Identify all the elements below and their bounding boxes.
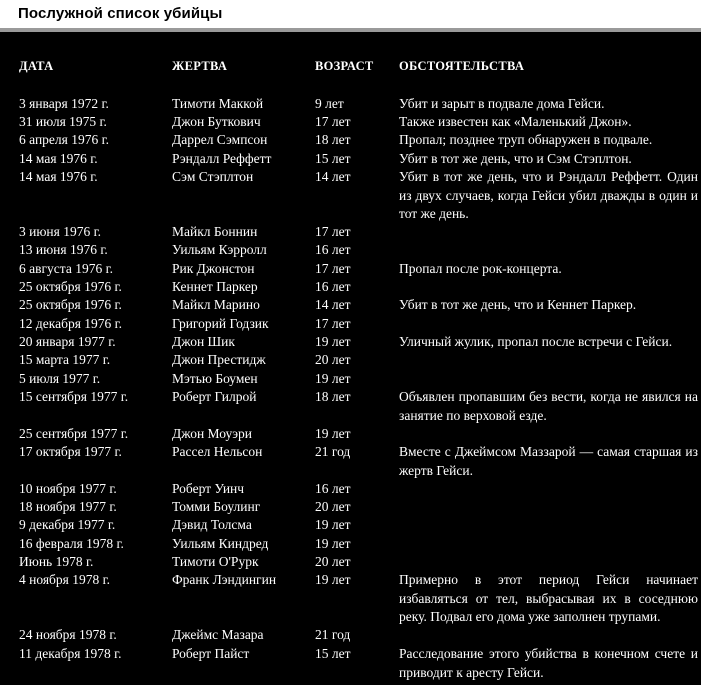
header-circumstances: ОБСТОЯТЕЛЬСТВА [399, 59, 525, 73]
title-bar [0, 0, 701, 28]
title-divider [0, 28, 701, 32]
row-date: 16 февраля 1978 г. [19, 536, 124, 551]
row-date: 6 апреля 1976 г. [19, 132, 109, 147]
row-age: 19 лет [315, 572, 351, 587]
row-victim: Рик Джонстон [172, 261, 255, 276]
row-victim: Уильям Кэрролл [172, 242, 267, 257]
row-victim: Джон Шик [172, 334, 235, 349]
row-age: 17 лет [315, 224, 351, 239]
row-circumstances: Расследование этого убийства в конечном счете и приводит к аресту Гейси. [399, 646, 698, 680]
row-victim: Тимоти Маккой [172, 96, 264, 111]
row-age: 20 лет [315, 352, 351, 367]
row-victim: Роберт Пайст [172, 646, 250, 661]
row-age: 20 лет [315, 499, 351, 514]
row-age: 19 лет [315, 536, 351, 551]
row-age: 15 лет [315, 151, 351, 166]
row-date: 18 ноября 1977 г. [19, 499, 117, 514]
row-age: 15 лет [315, 646, 351, 661]
row-date: 5 июля 1977 г. [19, 371, 101, 386]
row-date: 14 мая 1976 г. [19, 169, 98, 184]
row-date: Июнь 1978 г. [19, 554, 94, 569]
row-age: 21 год [315, 627, 351, 642]
row-age: 16 лет [315, 279, 351, 294]
row-victim: Джеймс Мазара [172, 627, 264, 642]
row-age: 14 лет [315, 169, 351, 184]
row-age: 19 лет [315, 426, 351, 441]
row-circumstances: Пропал после рок-концерта. [399, 261, 562, 276]
row-victim: Рассел Нельсон [172, 444, 263, 459]
row-date: 25 октября 1976 г. [19, 297, 122, 312]
row-age: 17 лет [315, 114, 351, 129]
row-age: 19 лет [315, 371, 351, 386]
row-victim: Майкл Боннин [172, 224, 258, 239]
row-victim: Джон Буткович [172, 114, 261, 129]
row-circumstances: Пропал; позднее труп обнаружен в подвале. [399, 132, 653, 147]
row-date: 9 декабря 1977 г. [19, 517, 116, 532]
row-circumstances: Убит в тот же день, что и Сэм Стэплтон. [399, 151, 632, 166]
row-age: 16 лет [315, 242, 351, 257]
row-circumstances: Объявлен пропавшим без вести, когда не явился на занятие по верховой езде. [399, 389, 698, 423]
row-circumstances: Также известен как «Маленький Джон». [399, 114, 632, 129]
row-victim: Майкл Марино [172, 297, 260, 312]
row-victim: Сэм Стэплтон [172, 169, 254, 184]
row-age: 19 лет [315, 334, 351, 349]
row-date: 31 июля 1975 г. [19, 114, 107, 129]
row-age: 14 лет [315, 297, 351, 312]
row-date: 6 августа 1976 г. [19, 261, 113, 276]
row-victim: Мэтью Боумен [172, 371, 258, 386]
row-circumstances: Вместе с Джеймсом Маззарой — самая старшая из жертв Гейси. [399, 444, 698, 478]
row-date: 14 мая 1976 г. [19, 151, 98, 166]
row-age: 17 лет [315, 316, 351, 331]
row-victim: Рэндалл Реффетт [172, 151, 272, 166]
row-age: 18 лет [315, 132, 351, 147]
row-age: 9 лет [315, 96, 344, 111]
row-age: 20 лет [315, 554, 351, 569]
row-date: 4 ноября 1978 г. [19, 572, 111, 587]
row-circumstances: Уличный жулик, пропал после встречи с Гейси. [399, 334, 673, 349]
row-age: 21 год [315, 444, 351, 459]
row-victim: Даррел Сэмпсон [172, 132, 268, 147]
row-victim: Григорий Годзик [172, 316, 269, 331]
row-date: 17 октября 1977 г. [19, 444, 122, 459]
row-date: 13 июня 1976 г. [19, 242, 108, 257]
row-date: 11 декабря 1978 г. [19, 646, 122, 661]
row-date: 20 января 1977 г. [19, 334, 116, 349]
row-date: 3 января 1972 г. [19, 96, 109, 111]
row-circumstances: Убит в тот же день, что и Рэндалл Реффетт. Один из двух случаев, когда Гейси убил дважды в один и тот же день. [399, 169, 698, 221]
row-victim: Джон Престидж [172, 352, 266, 367]
row-age: 16 лет [315, 481, 351, 496]
row-victim: Джон Моуэри [172, 426, 252, 441]
row-circumstances: Убит и зарыт в подвале дома Гейси. [399, 96, 605, 111]
page-title: Послужной список убийцы [18, 5, 223, 22]
row-victim: Уильям Киндред [172, 536, 269, 551]
header-age: ВОЗРАСТ [315, 59, 374, 73]
table-header [0, 59, 701, 77]
row-victim: Роберт Гилрой [172, 389, 257, 404]
row-victim: Дэвид Толсма [172, 517, 252, 532]
row-date: 15 сентября 1977 г. [19, 389, 129, 404]
row-date: 25 октября 1976 г. [19, 279, 122, 294]
header-victim: ЖЕРТВА [172, 59, 228, 73]
row-victim: Роберт Уинч [172, 481, 245, 496]
row-victim: Томми Боулинг [172, 499, 261, 514]
row-date: 12 декабря 1976 г. [19, 316, 123, 331]
row-circumstances: Убит в тот же день, что и Кеннет Паркер. [399, 297, 637, 312]
header-date: ДАТА [19, 59, 54, 73]
row-age: 18 лет [315, 389, 351, 404]
row-date: 25 сентября 1977 г. [19, 426, 129, 441]
row-date: 15 марта 1977 г. [19, 352, 111, 367]
row-victim: Кеннет Паркер [172, 279, 258, 294]
row-circumstances: Примерно в этот период Гейси начинает избавляться от тел, выбрасывая их в соседнюю реку. Подвал его дома уже заполнен трупами. [399, 572, 698, 624]
row-victim: Тимоти О'Рурк [172, 554, 259, 569]
row-date: 3 июня 1976 г. [19, 224, 102, 239]
row-age: 17 лет [315, 261, 351, 276]
row-victim: Франк Лэндингин [172, 572, 277, 587]
row-date: 10 ноября 1977 г. [19, 481, 117, 496]
row-age: 19 лет [315, 517, 351, 532]
row-date: 24 ноября 1978 г. [19, 627, 117, 642]
